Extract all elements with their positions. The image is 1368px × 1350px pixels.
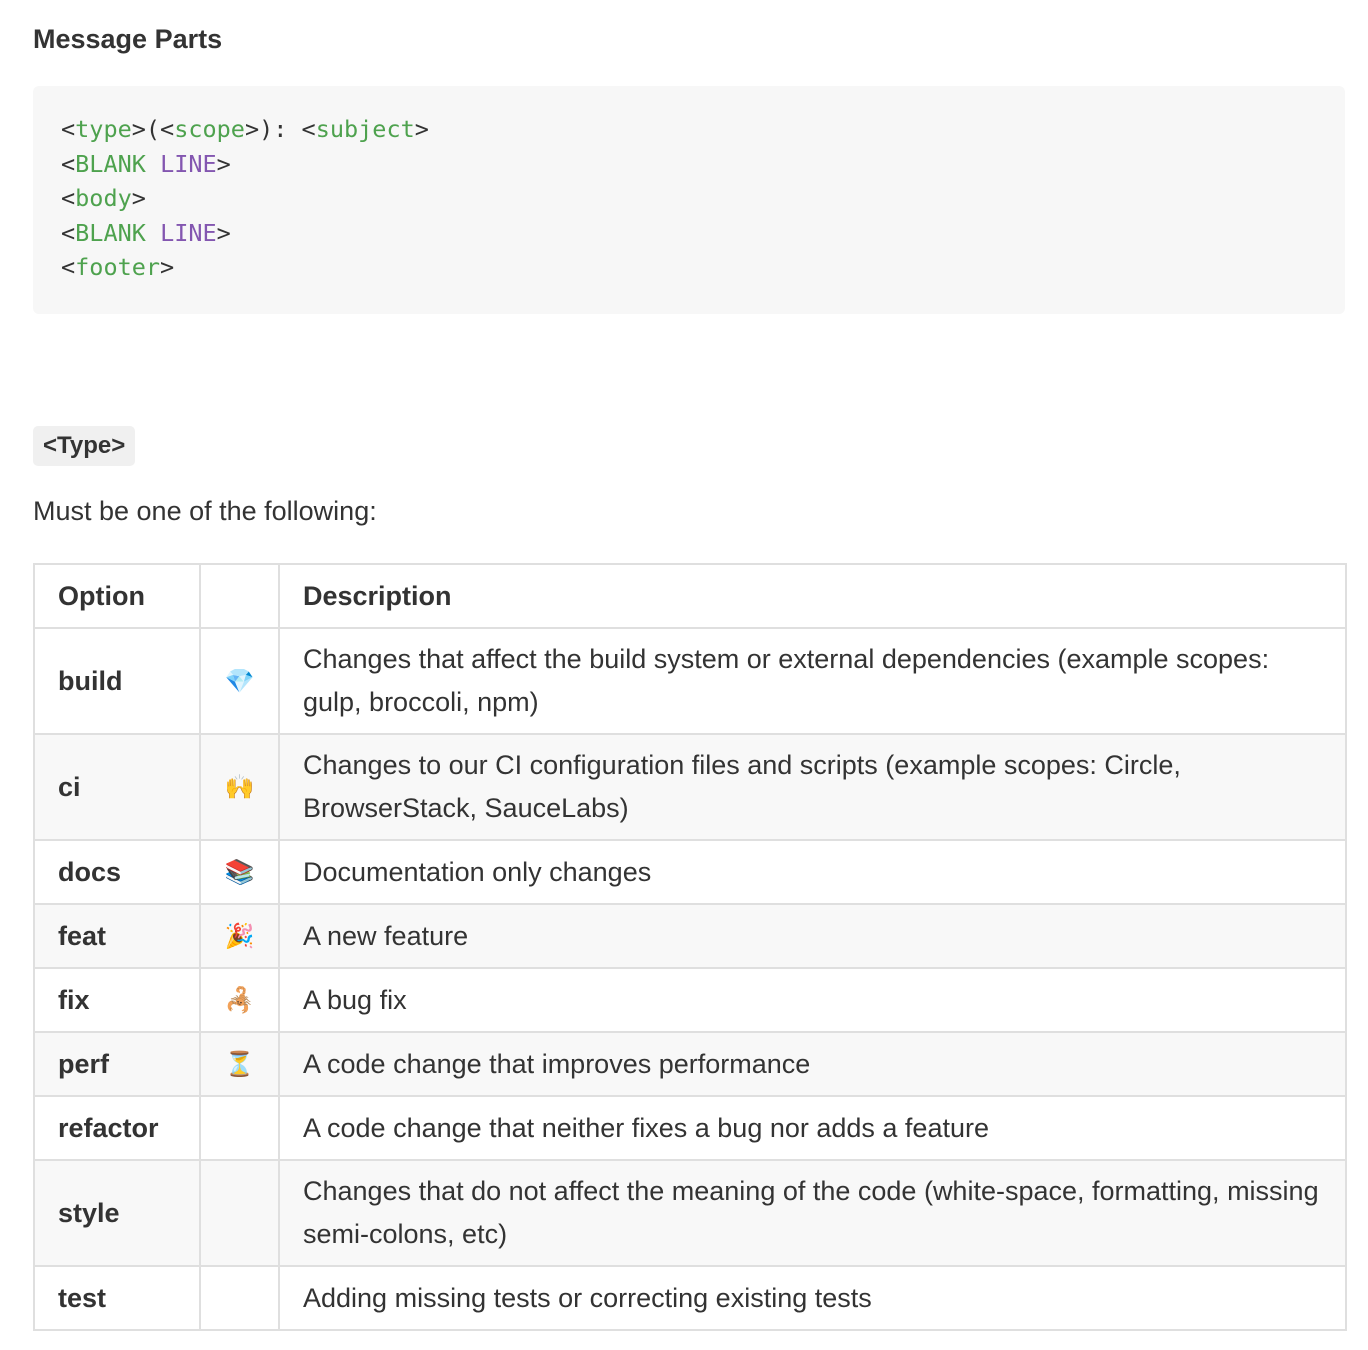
code-token — [146, 150, 160, 178]
description-cell: Changes that do not affect the meaning of the code (white-space, formatting, missing semi-colons, etc) — [279, 1160, 1346, 1266]
option-cell: style — [34, 1160, 200, 1266]
emoji-icon: 🎉 — [200, 904, 279, 968]
emoji-icon: 🙌 — [200, 734, 279, 840]
description-cell: A code change that improves performance — [279, 1032, 1346, 1096]
option-cell: feat — [34, 904, 200, 968]
option-cell: test — [34, 1266, 200, 1330]
code-token: > — [131, 184, 146, 212]
code-token: BLANK — [75, 149, 146, 178]
description-cell: Adding missing tests or correcting existing tests — [279, 1266, 1346, 1330]
table-row — [34, 1160, 1346, 1266]
code-token: scope — [174, 115, 245, 143]
option-cell: perf — [34, 1032, 200, 1096]
emoji-icon: ⏳ — [200, 1032, 279, 1096]
header-option: Option — [34, 564, 200, 628]
code-token: < — [61, 149, 76, 178]
table-header-row — [34, 564, 1346, 628]
option-cell: build — [34, 628, 200, 734]
section-heading: Message Parts — [33, 24, 223, 54]
emoji-icon: 🦂 — [200, 968, 279, 1032]
emoji-cell — [200, 1096, 279, 1160]
table-row — [34, 1266, 1346, 1330]
code-line — [61, 216, 1317, 251]
code-token: > — [216, 149, 231, 178]
code-token: LINE — [160, 218, 217, 247]
code-line — [61, 250, 1317, 285]
intro-text: Must be one of the following: — [33, 496, 377, 526]
table-row — [34, 904, 1346, 968]
option-cell: docs — [34, 840, 200, 904]
code-token: BLANK — [75, 218, 146, 247]
code-token: > — [216, 218, 231, 247]
option-cell: ci — [34, 734, 200, 840]
code-line — [61, 181, 1317, 216]
code-token: < — [61, 218, 76, 247]
code-token: < — [61, 184, 76, 212]
header-emoji — [200, 564, 279, 628]
emoji-icon: 💎 — [200, 628, 279, 734]
code-token: < — [61, 253, 76, 281]
header-description: Description — [279, 564, 1346, 628]
description-cell: Documentation only changes — [279, 840, 1346, 904]
table-row — [34, 1032, 1346, 1096]
type-options-table — [33, 563, 1347, 1331]
code-token: subject — [315, 115, 415, 143]
description-cell: A code change that neither fixes a bug nor adds a feature — [279, 1096, 1346, 1160]
code-token: >(< — [131, 115, 175, 143]
description-cell: A new feature — [279, 904, 1346, 968]
description-cell: A bug fix — [279, 968, 1346, 1032]
table-row — [34, 734, 1346, 840]
code-token: type — [75, 115, 132, 143]
option-cell: fix — [34, 968, 200, 1032]
table-row — [34, 628, 1346, 734]
emoji-icon: 📚 — [200, 840, 279, 904]
code-token — [146, 219, 160, 247]
option-cell: refactor — [34, 1096, 200, 1160]
table-row — [34, 968, 1346, 1032]
type-inline-code: <Type> — [33, 426, 135, 466]
code-token: >): < — [244, 115, 316, 143]
code-token: footer — [75, 253, 161, 281]
description-cell: Changes that affect the build system or external dependencies (example scopes: gulp, broccoli, npm) — [279, 628, 1346, 734]
description-cell: Changes to our CI configuration files and scripts (example scopes: Circle, BrowserStack, SauceLabs) — [279, 734, 1346, 840]
emoji-cell — [200, 1266, 279, 1330]
table-row — [34, 840, 1346, 904]
emoji-cell — [200, 1160, 279, 1266]
code-token: > — [414, 115, 429, 143]
code-token: > — [160, 253, 175, 281]
code-token: body — [75, 184, 132, 212]
code-block — [33, 86, 1345, 314]
code-token: < — [61, 115, 76, 143]
table-row — [34, 1096, 1346, 1160]
code-line — [61, 112, 1317, 147]
code-line — [61, 147, 1317, 182]
code-token: LINE — [160, 149, 217, 178]
